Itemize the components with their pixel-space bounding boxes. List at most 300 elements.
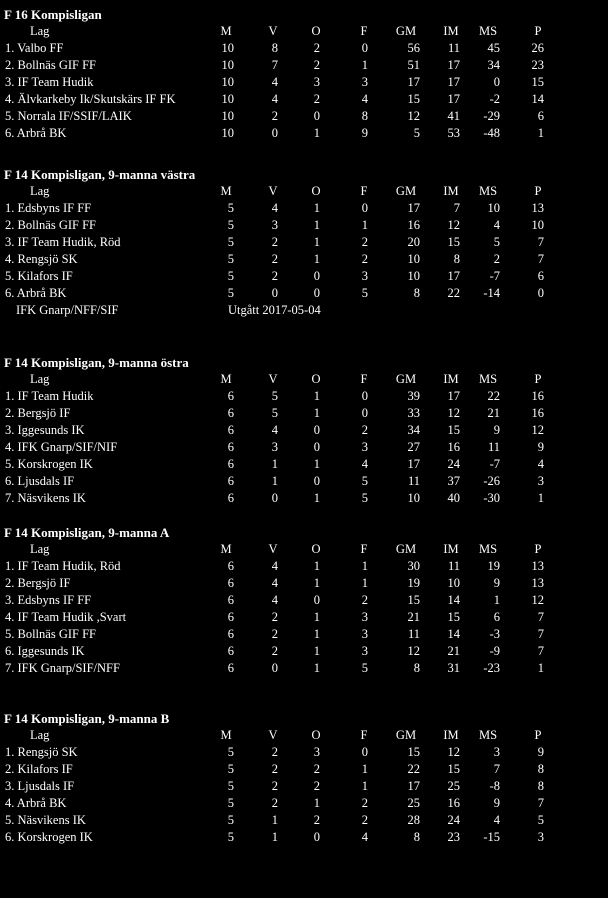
cell-m: 5	[227, 745, 234, 759]
cell-gm: 17	[407, 779, 420, 793]
cell-o: 2	[313, 41, 320, 55]
header-f: F	[360, 728, 368, 742]
table-row	[0, 422, 608, 439]
cell-p: 6	[537, 109, 544, 123]
table-row	[0, 473, 608, 490]
cell-v: 1	[271, 474, 278, 488]
cell-f: 2	[361, 423, 368, 437]
cell-im: 14	[447, 627, 460, 641]
header-gm: GM	[395, 372, 417, 386]
cell-ms: 4	[493, 813, 500, 827]
cell-im: 24	[447, 457, 460, 471]
cell-v: 2	[271, 610, 278, 624]
cell-m: 5	[227, 235, 234, 249]
table-row	[0, 234, 608, 251]
cell-im: 22	[447, 286, 460, 300]
cell-m: 5	[227, 252, 234, 266]
cell-p: 5	[537, 813, 544, 827]
cell-p: 12	[531, 423, 544, 437]
cell-gm: 28	[407, 813, 420, 827]
header-p: P	[534, 184, 542, 198]
cell-o: 1	[313, 201, 320, 215]
cell-p: 7	[537, 610, 544, 624]
cell-im: 17	[447, 389, 460, 403]
table-row	[0, 795, 608, 812]
cell-p: 13	[531, 201, 544, 215]
cell-ms: -9	[489, 644, 500, 658]
league-table-f14-vastra	[0, 166, 608, 319]
cell-v: 0	[271, 286, 278, 300]
cell-p: 7	[537, 644, 544, 658]
cell-f: 0	[361, 201, 368, 215]
cell-ms: 9	[493, 796, 500, 810]
cell-ms: -23	[483, 661, 500, 675]
team-name: 3. IF Team Hudik, Röd	[5, 235, 121, 249]
header-o: O	[311, 728, 321, 742]
cell-gm: 17	[407, 457, 420, 471]
cell-p: 4	[537, 457, 544, 471]
table-row	[0, 74, 608, 91]
cell-im: 25	[447, 779, 460, 793]
table-row	[0, 829, 608, 846]
cell-o: 1	[313, 491, 320, 505]
cell-im: 17	[447, 92, 460, 106]
team-name: 5. Bollnäs GIF FF	[5, 627, 96, 641]
team-name: 3. IF Team Hudik	[5, 75, 94, 89]
cell-o: 1	[313, 610, 320, 624]
cell-ms: 6	[493, 610, 500, 624]
cell-f: 2	[361, 796, 368, 810]
header-o: O	[311, 372, 321, 386]
header-o: O	[311, 542, 321, 556]
cell-m: 10	[221, 58, 234, 72]
cell-o: 1	[313, 252, 320, 266]
cell-o: 1	[313, 796, 320, 810]
cell-p: 6	[537, 269, 544, 283]
table-row	[0, 108, 608, 125]
cell-o: 0	[313, 286, 320, 300]
cell-o: 3	[313, 745, 320, 759]
cell-p: 26	[531, 41, 544, 55]
cell-im: 21	[447, 644, 460, 658]
cell-p: 3	[537, 830, 544, 844]
team-name: 6. Arbrå BK	[5, 286, 67, 300]
cell-ms: 1	[493, 593, 500, 607]
cell-ms: -30	[483, 491, 500, 505]
table-row	[0, 490, 608, 507]
cell-ms: -3	[489, 627, 500, 641]
cell-m: 5	[227, 830, 234, 844]
cell-v: 0	[271, 661, 278, 675]
table-row	[0, 251, 608, 268]
cell-im: 12	[447, 218, 460, 232]
cell-o: 0	[313, 593, 320, 607]
league-title: F 14 Kompisligan, 9-manna B	[4, 711, 170, 726]
cell-gm: 22	[407, 762, 420, 776]
cell-f: 1	[361, 762, 368, 776]
cell-im: 15	[447, 762, 460, 776]
cell-p: 7	[537, 252, 544, 266]
cell-gm: 12	[407, 109, 420, 123]
team-name: 1. IF Team Hudik, Röd	[5, 559, 121, 573]
cell-m: 5	[227, 269, 234, 283]
header-p: P	[534, 24, 542, 38]
table-row	[0, 660, 608, 677]
cell-gm: 30	[407, 559, 420, 573]
header-v: V	[268, 542, 278, 556]
team-name: 4. IFK Gnarp/SIF/NIF	[5, 440, 118, 454]
cell-m: 10	[221, 126, 234, 140]
table-row	[0, 268, 608, 285]
cell-ms: -15	[483, 830, 500, 844]
team-name: 1. Valbo FF	[5, 41, 64, 55]
cell-o: 1	[313, 457, 320, 471]
league-table-f14-b	[0, 710, 608, 846]
table-row	[0, 575, 608, 592]
cell-o: 1	[313, 559, 320, 573]
cell-o: 2	[313, 92, 320, 106]
cell-gm: 11	[407, 627, 420, 641]
cell-ms: 34	[487, 58, 500, 72]
cell-o: 0	[313, 109, 320, 123]
cell-o: 1	[313, 218, 320, 232]
cell-im: 16	[447, 440, 460, 454]
cell-p: 3	[537, 474, 544, 488]
team-name: 3. Iggesunds IK	[5, 423, 85, 437]
cell-p: 7	[537, 627, 544, 641]
cell-f: 4	[361, 92, 368, 106]
header-p: P	[534, 372, 542, 386]
cell-f: 3	[361, 644, 368, 658]
cell-m: 6	[227, 644, 234, 658]
cell-m: 6	[227, 406, 234, 420]
header-f: F	[360, 24, 368, 38]
cell-m: 6	[227, 610, 234, 624]
cell-f: 1	[361, 58, 368, 72]
cell-v: 0	[271, 491, 278, 505]
table-header	[0, 541, 608, 558]
header-lag: Lag	[30, 24, 50, 38]
table-row	[0, 744, 608, 761]
cell-p: 15	[531, 75, 544, 89]
cell-v: 4	[271, 75, 278, 89]
team-name: 6. Korskrogen IK	[5, 830, 93, 844]
cell-o: 1	[313, 661, 320, 675]
cell-f: 0	[361, 745, 368, 759]
header-im: IM	[443, 728, 459, 742]
cell-f: 3	[361, 75, 368, 89]
cell-f: 0	[361, 41, 368, 55]
league-title: F 16 Kompisligan	[4, 7, 102, 22]
cell-ms: 45	[487, 41, 500, 55]
cell-m: 5	[227, 762, 234, 776]
league-table-f16	[0, 6, 608, 142]
team-name: 4. IF Team Hudik ,Svart	[5, 610, 127, 624]
header-ms: MS	[478, 728, 498, 742]
header-ms: MS	[478, 542, 498, 556]
cell-gm: 17	[407, 75, 420, 89]
cell-p: 0	[537, 286, 544, 300]
cell-ms: -48	[483, 126, 500, 140]
cell-ms: 4	[493, 218, 500, 232]
header-p: P	[534, 728, 542, 742]
cell-p: 13	[531, 559, 544, 573]
header-ms: MS	[478, 24, 498, 38]
cell-ms: -7	[489, 457, 500, 471]
cell-p: 12	[531, 593, 544, 607]
cell-im: 31	[447, 661, 460, 675]
cell-v: 4	[271, 423, 278, 437]
cell-gm: 10	[407, 269, 420, 283]
cell-m: 6	[227, 423, 234, 437]
cell-m: 6	[227, 661, 234, 675]
cell-v: 2	[271, 796, 278, 810]
cell-im: 37	[447, 474, 460, 488]
cell-ms: 9	[493, 576, 500, 590]
cell-m: 6	[227, 593, 234, 607]
cell-gm: 25	[407, 796, 420, 810]
cell-gm: 10	[407, 252, 420, 266]
cell-gm: 16	[407, 218, 420, 232]
cell-p: 1	[537, 491, 544, 505]
cell-o: 0	[313, 830, 320, 844]
cell-gm: 12	[407, 644, 420, 658]
cell-p: 7	[537, 796, 544, 810]
cell-f: 1	[361, 559, 368, 573]
header-m: M	[220, 24, 232, 38]
cell-p: 8	[537, 779, 544, 793]
cell-o: 3	[313, 75, 320, 89]
cell-o: 1	[313, 126, 320, 140]
cell-ms: -8	[489, 779, 500, 793]
team-name: 1. IF Team Hudik	[5, 389, 94, 403]
cell-p: 13	[531, 576, 544, 590]
team-name: 1. Edsbyns IF FF	[5, 201, 92, 215]
table-row	[0, 388, 608, 405]
table-row	[0, 57, 608, 74]
cell-v: 8	[271, 41, 278, 55]
cell-f: 2	[361, 593, 368, 607]
table-row	[0, 456, 608, 473]
header-lag: Lag	[30, 184, 50, 198]
cell-im: 41	[447, 109, 460, 123]
team-name: 7. Näsvikens IK	[5, 491, 86, 505]
cell-gm: 15	[407, 745, 420, 759]
cell-v: 2	[271, 779, 278, 793]
cell-ms: 0	[493, 75, 500, 89]
cell-gm: 51	[407, 58, 420, 72]
cell-gm: 20	[407, 235, 420, 249]
cell-o: 1	[313, 627, 320, 641]
team-name: 2. Bollnäs GIF FF	[5, 58, 96, 72]
cell-f: 9	[361, 126, 368, 140]
header-m: M	[220, 184, 232, 198]
cell-m: 5	[227, 201, 234, 215]
header-im: IM	[443, 24, 459, 38]
team-name: 2. Bergsjö IF	[5, 576, 71, 590]
cell-o: 1	[313, 235, 320, 249]
team-name: 2. Bergsjö IF	[5, 406, 71, 420]
cell-v: 4	[271, 201, 278, 215]
header-im: IM	[443, 542, 459, 556]
cell-im: 17	[447, 75, 460, 89]
cell-im: 8	[453, 252, 460, 266]
cell-o: 1	[313, 644, 320, 658]
header-p: P	[534, 542, 542, 556]
cell-im: 10	[447, 576, 460, 590]
cell-ms: -26	[483, 474, 500, 488]
cell-gm: 15	[407, 92, 420, 106]
cell-im: 17	[447, 269, 460, 283]
cell-ms: 10	[487, 201, 500, 215]
team-name: 5. Näsvikens IK	[5, 813, 86, 827]
cell-v: 5	[271, 406, 278, 420]
cell-f: 5	[361, 491, 368, 505]
cell-p: 9	[537, 745, 544, 759]
table-header	[0, 371, 608, 388]
cell-gm: 27	[407, 440, 420, 454]
cell-gm: 21	[407, 610, 420, 624]
cell-m: 6	[227, 440, 234, 454]
header-gm: GM	[395, 184, 417, 198]
cell-ms: -14	[483, 286, 500, 300]
table-row	[0, 405, 608, 422]
header-f: F	[360, 372, 368, 386]
cell-p: 8	[537, 762, 544, 776]
cell-ms: -29	[483, 109, 500, 123]
cell-f: 0	[361, 406, 368, 420]
cell-ms: 3	[493, 745, 500, 759]
cell-v: 0	[271, 126, 278, 140]
header-v: V	[268, 184, 278, 198]
cell-ms: 21	[487, 406, 500, 420]
cell-p: 16	[531, 389, 544, 403]
cell-v: 1	[271, 813, 278, 827]
table-row	[0, 217, 608, 234]
cell-im: 17	[447, 58, 460, 72]
league-title: F 14 Kompisligan, 9-manna A	[4, 525, 170, 540]
cell-im: 12	[447, 745, 460, 759]
cell-gm: 8	[413, 286, 420, 300]
league-table-f14-ostra	[0, 354, 608, 507]
table-row	[0, 761, 608, 778]
cell-v: 7	[271, 58, 278, 72]
cell-f: 4	[361, 830, 368, 844]
cell-m: 10	[221, 75, 234, 89]
cell-o: 1	[313, 406, 320, 420]
cell-v: 2	[271, 269, 278, 283]
cell-p: 10	[531, 218, 544, 232]
cell-o: 1	[313, 389, 320, 403]
cell-im: 24	[447, 813, 460, 827]
cell-im: 11	[447, 559, 460, 573]
table-row	[0, 200, 608, 217]
cell-f: 5	[361, 286, 368, 300]
cell-gm: 10	[407, 491, 420, 505]
team-name: 5. Norrala IF/SSIF/LAIK	[5, 109, 132, 123]
table-row	[0, 40, 608, 57]
cell-gm: 17	[407, 201, 420, 215]
cell-v: 4	[271, 593, 278, 607]
cell-ms: 19	[487, 559, 500, 573]
cell-ms: 2	[493, 252, 500, 266]
table-row	[0, 643, 608, 660]
cell-v: 4	[271, 92, 278, 106]
cell-gm: 8	[413, 830, 420, 844]
cell-m: 5	[227, 779, 234, 793]
header-v: V	[268, 24, 278, 38]
cell-v: 4	[271, 576, 278, 590]
cell-im: 15	[447, 610, 460, 624]
cell-m: 5	[227, 218, 234, 232]
cell-p: 23	[531, 58, 544, 72]
cell-v: 1	[271, 457, 278, 471]
table-row	[0, 592, 608, 609]
cell-gm: 56	[407, 41, 420, 55]
team-name: 2. Bollnäs GIF FF	[5, 218, 96, 232]
header-im: IM	[443, 184, 459, 198]
cell-f: 4	[361, 457, 368, 471]
cell-gm: 15	[407, 593, 420, 607]
cell-f: 0	[361, 389, 368, 403]
cell-v: 2	[271, 644, 278, 658]
cell-im: 15	[447, 423, 460, 437]
header-lag: Lag	[30, 372, 50, 386]
team-name: 7. IFK Gnarp/SIF/NFF	[5, 661, 120, 675]
cell-ms: -2	[489, 92, 500, 106]
cell-f: 5	[361, 661, 368, 675]
cell-f: 3	[361, 627, 368, 641]
cell-f: 8	[361, 109, 368, 123]
cell-im: 53	[447, 126, 460, 140]
table-header	[0, 23, 608, 40]
cell-im: 11	[447, 41, 460, 55]
header-f: F	[360, 184, 368, 198]
header-lag: Lag	[30, 728, 50, 742]
table-row	[0, 626, 608, 643]
cell-m: 6	[227, 576, 234, 590]
cell-o: 2	[313, 813, 320, 827]
header-o: O	[311, 24, 321, 38]
cell-ms: 7	[493, 762, 500, 776]
cell-m: 6	[227, 389, 234, 403]
cell-gm: 19	[407, 576, 420, 590]
cell-v: 3	[271, 218, 278, 232]
table-row	[0, 439, 608, 456]
cell-p: 9	[537, 440, 544, 454]
cell-v: 2	[271, 109, 278, 123]
cell-o: 0	[313, 423, 320, 437]
cell-p: 14	[531, 92, 544, 106]
cell-p: 16	[531, 406, 544, 420]
header-im: IM	[443, 372, 459, 386]
header-ms: MS	[478, 372, 498, 386]
header-lag: Lag	[30, 542, 50, 556]
header-o: O	[311, 184, 321, 198]
cell-m: 10	[221, 41, 234, 55]
cell-o: 1	[313, 576, 320, 590]
cell-m: 5	[227, 796, 234, 810]
cell-gm: 34	[407, 423, 420, 437]
cell-m: 6	[227, 627, 234, 641]
table-row	[0, 91, 608, 108]
header-ms: MS	[478, 184, 498, 198]
header-m: M	[220, 542, 232, 556]
cell-v: 1	[271, 830, 278, 844]
team-name: 4. Rengsjö SK	[5, 252, 78, 266]
cell-f: 3	[361, 440, 368, 454]
cell-m: 6	[227, 559, 234, 573]
